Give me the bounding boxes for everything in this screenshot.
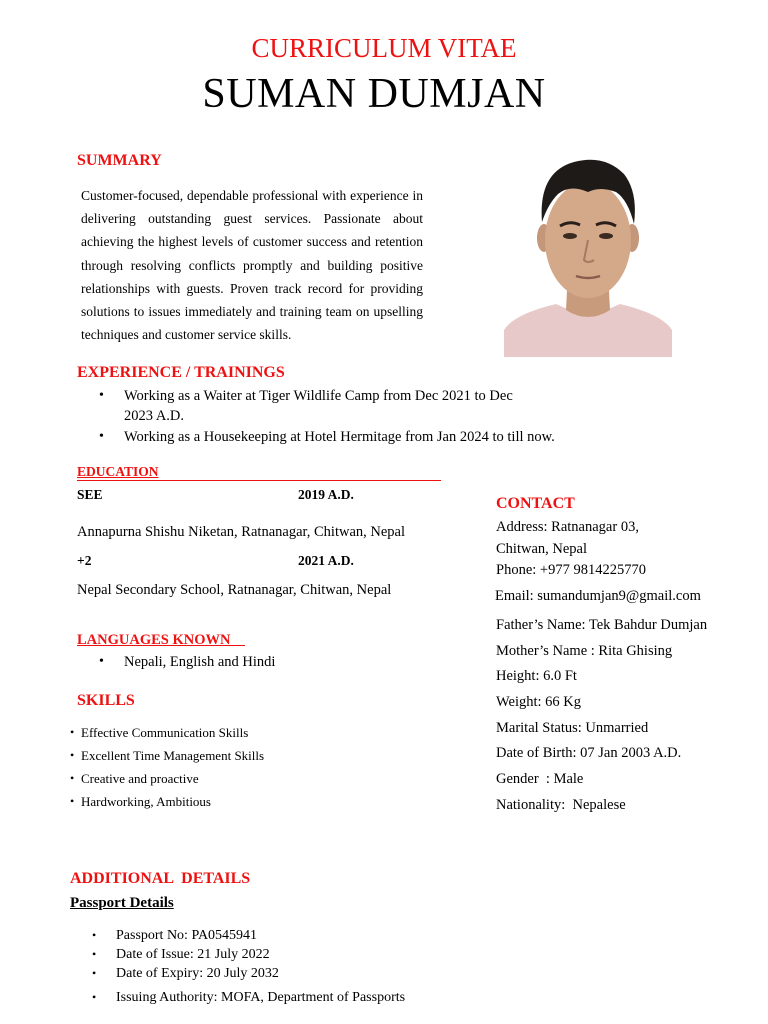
bullet-icon: • [70,748,75,762]
passport-heading: Passport Details [70,895,174,911]
bullet-icon: • [92,990,97,1004]
education-level: +2 [77,553,92,568]
list-item [77,652,417,672]
experience-heading: EXPERIENCE / TRAININGS [77,364,285,381]
profile-photo-illustration [504,152,672,357]
mother-name: Mother’s Name : Rita Ghising [496,643,673,659]
bullet-icon: • [92,947,97,961]
contact-address-line2: Chitwan, Nepal [496,541,588,557]
passport-list [70,926,510,1007]
bullet-icon: • [70,725,75,739]
bullet-icon: • [99,388,104,403]
passport-issue-date: Date of Issue: 21 July 2022 [116,947,270,962]
nationality: Nationality: Nepalese [496,797,626,813]
list-item [70,945,510,964]
cv-title: CURRICULUM VITAE [251,33,517,63]
father-name: Father’s Name: Tek Bahdur Dumjan [496,617,708,633]
bullet-icon: • [92,928,97,942]
education-heading: EDUCATION [77,464,441,481]
skill-item: Effective Communication Skills [81,725,249,740]
date-of-birth: Date of Birth: 07 Jan 2003 A.D. [496,745,682,761]
passport-authority: Issuing Authority: MOFA, Department of Passports [116,990,406,1005]
languages-list [77,652,417,672]
list-item [70,926,510,945]
languages-heading-text: LANGUAGES KNOWN [77,632,231,648]
skills-list [70,721,400,813]
list-item [70,988,510,1007]
list-item [70,790,400,813]
education-school: Nepal Secondary School, Ratnanagar, Chitwan, Nepal [77,582,392,598]
passport-number: Passport No: PA0545941 [116,928,258,943]
bullet-icon: • [70,771,75,785]
list-item [70,721,400,744]
contact-heading: CONTACT [496,495,575,512]
skill-item: Creative and proactive [81,771,199,786]
education-year: 2021 A.D. [298,553,354,568]
contact-email: Email: sumandumjan9@gmail.com [495,588,701,604]
bullet-icon: • [99,429,104,444]
experience-item: Working as a Housekeeping at Hotel Hermitage from Jan 2024 to till now. [124,429,555,445]
list-item [77,386,524,426]
skill-item: Excellent Time Management Skills [81,748,265,763]
education-level: SEE [77,487,103,502]
skills-heading: SKILLS [77,692,135,709]
bullet-icon: • [99,654,104,669]
additional-heading: ADDITIONAL DETAILS [70,870,251,887]
summary-heading: SUMMARY [77,152,162,169]
experience-list [77,386,597,447]
height: Height: 6.0 Ft [496,668,577,684]
bullet-icon: • [92,966,97,980]
skill-item: Hardworking, Ambitious [81,794,211,809]
education-school: Annapurna Shishu Niketan, Ratnanagar, Chitwan, Nepal [77,524,406,540]
list-item [70,767,400,790]
person-name: SUMAN DUMJAN [202,71,546,117]
list-item [70,744,400,767]
profile-photo [504,152,672,357]
languages-heading [77,632,245,649]
gender: Gender : Male [496,771,584,787]
summary-text: Customer-focused, dependable professional with experience in delivering outstanding guest services. Passionate about achieving the highest levels of customer success and retention through resolving conflicts promptly and building positive relationships with guests. Proven track record for providing solutions to issues immediately and training team on upselling techniques and customer service skills. [81,188,423,343]
language-item: Nepali, English and Hindi [124,654,276,670]
passport-expiry-date: Date of Expiry: 20 July 2032 [116,966,279,981]
education-year: 2019 A.D. [298,487,354,502]
bullet-icon: • [70,794,75,808]
contact-address: Address: Ratnanagar 03, [496,519,639,535]
marital-status: Marital Status: Unmarried [496,720,649,736]
experience-item: Working as a Waiter at Tiger Wildlife Camp from Dec 2021 to Dec 2023 A.D. [124,388,513,424]
list-item [77,427,597,447]
list-item [70,964,510,983]
weight: Weight: 66 Kg [496,694,582,710]
contact-phone: Phone: +977 9814225770 [496,562,646,578]
